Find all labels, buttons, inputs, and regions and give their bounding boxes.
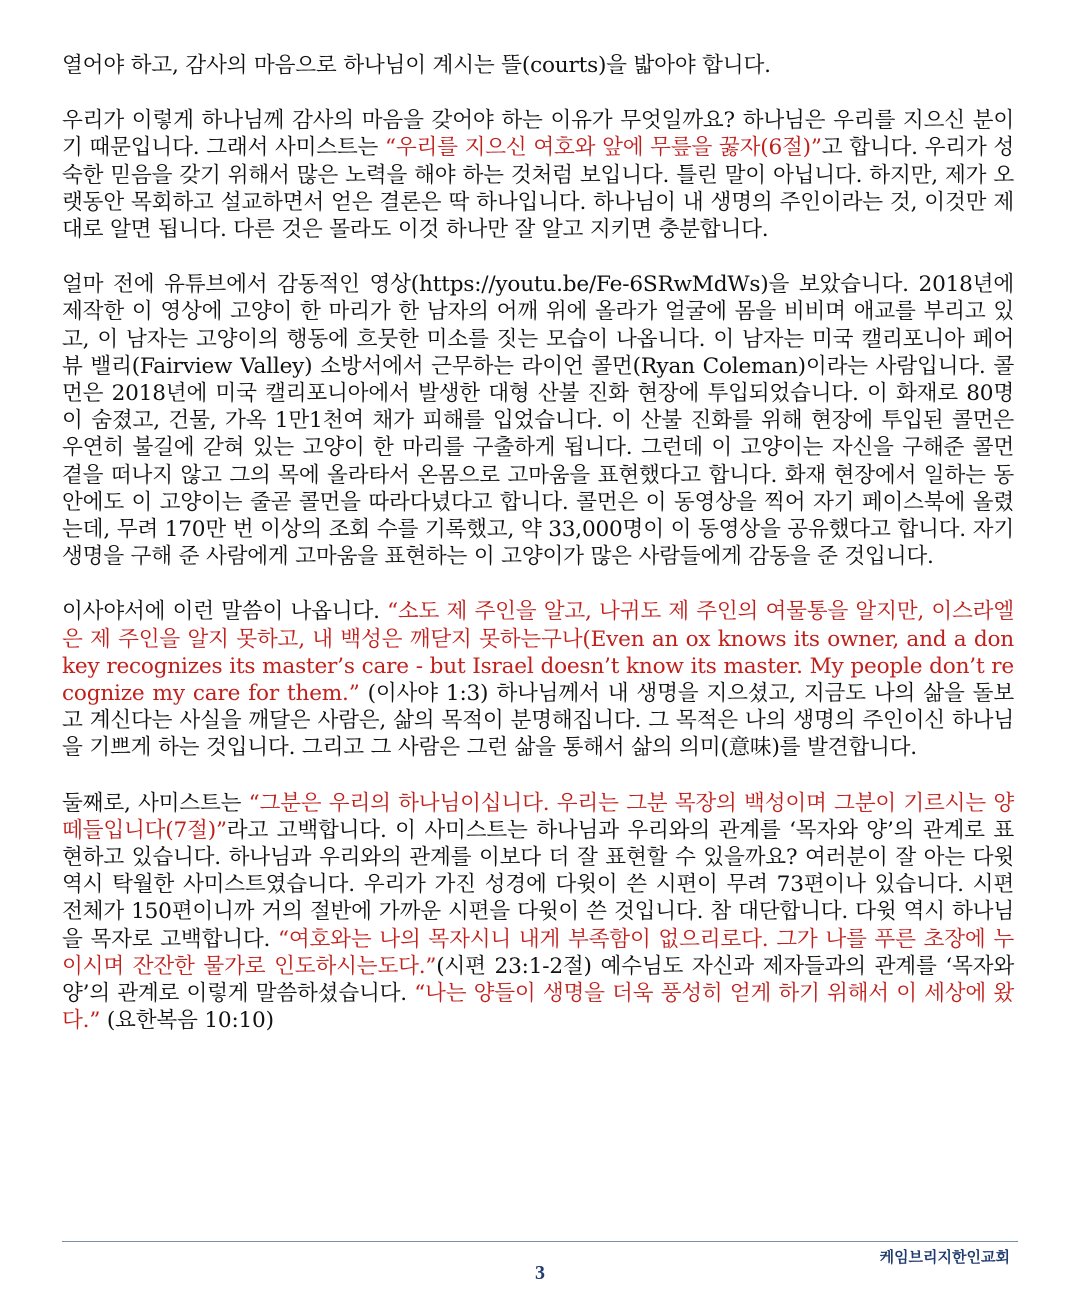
text-segment: (이사야 1:3) 하나님께서 내 생명을 지으셨고, 지금도 나의 삶을 돌보고 계신다는 사실을 깨달은 사람은, 삶의 목적이 분명해집니다. 그 목적은 나의 생명의 주인이신 하나님을 기쁘게 하는 것입니다. 그리고 그 사람은 그런 삶을 통해서 삶의 의미(意味)를 발견합니다. (62, 681, 1014, 761)
text-segment: (요한복음 10:10) (100, 1008, 274, 1034)
paragraph-1 (62, 52, 1014, 79)
scripture-quote-highlight: “여호와는 나의 목자시니 내게 부족함이 없으리로다. 그가 나를 푸른 초장에 누이시며 잔잔한 물가로 인도하시는도다.” (62, 926, 1015, 979)
page-number: 3 (535, 1262, 545, 1284)
church-name: 케임브리지한인교회 (879, 1248, 1010, 1266)
scripture-quote-highlight: “나는 양들이 생명을 더욱 풍성히 얻게 하기 위해서 이 세상에 왔다.” (62, 981, 1014, 1034)
text-segment: 고 합니다. 우리가 성숙한 믿음을 갖기 위해서 많은 노력을 해야 하는 것처럼 보입니다. 틀린 말이 아닙니다. 하지만, 제가 오랫동안 목회하고 설교하면서 얻은 결론은 딱 하나입니다. 하나님이 내 생명의 주인이라는 것, 이것만 제대로 알면 됩니다. 다른 것은 몰라도 이것 하나만 잘 알고 지키면 충분합니다. (62, 135, 1015, 243)
text-segment: 이사야서에 이런 말씀이 나옵니다. (62, 599, 388, 625)
paragraph-5 (62, 790, 1014, 1035)
paragraph-2 (62, 107, 1014, 243)
text-segment: 열어야 하고, 감사의 마음으로 하나님이 계시는 뜰(courts)을 밟아야 합니다. (62, 53, 771, 78)
text-segment: (시편 23:1-2절) 예수님도 자신과 제자들과의 관계를 ‘목자와 양’의 관계로 이렇게 말씀하셨습니다. (62, 953, 1014, 1007)
text-segment: 라고 고백합니다. 이 사미스트는 하나님과 우리와의 관계를 ‘목자와 양’의 관계로 표현하고 있습니다. 하나님과 우리와의 관계를 이보다 더 잘 표현할 수 있을까요? 여러분이 잘 아는 다윗 역시 탁월한 사미스트였습니다. 우리가 가진 성경에 다윗이 쓴 시편이 무려 73편이나 있습니다. 시편 전체가 150편이니까 거의 절반에 가까운 시편을 다윗이 쓴 것입니다. 참 대단합니다. 다윗 역시 하나님을 목자로 고백합니다. (62, 817, 1014, 952)
paragraph-4 (62, 598, 1014, 761)
scripture-quote-highlight: “그분은 우리의 하나님이십니다. 우리는 그분 목장의 백성이며 그분이 기르시는 양 떼들입니다(7절)” (62, 790, 1014, 843)
text-segment: 둘째로, 사미스트는 (62, 790, 249, 816)
text-segment: 얼마 전에 유튜브에서 감동적인 영상(https://youtu.be/Fe-6SRwMdWs)을 보았습니다. 2018년에 제작한 이 영상에 고양이 한 마리가 한 남자의 어깨 위에 올라가 얼굴에 몸을 비비며 애교를 부리고 있고, 이 남자는 고양이의 행동에 흐뭇한 미소를 짓는 모습이 나옵니다. 이 남자는 미국 캘리포니아 페어뷰 밸리(Fairview Valley) 소방서에서 근무하는 라이언 콜먼(Ryan Coleman)이라는 사람입니다. 콜먼은 2018년에 미국 캘리포니아에서 발생한 대형 산불 진화 현장에 투입되었습니다. 이 화재로 80명이 숨졌고, 건물, 가옥 1만1천여 채가 피해를 입었습니다. 이 산불 진화를 위해 현장에 투입된 콜먼은 우연히 불길에 갇혀 있는 고양이 한 마리를 구출하게 됩니다. 그런데 이 고양이는 자신을 구해준 콜먼 곁을 떠나지 않고 그의 목에 올라타서 온몸으로 고마움을 표현했다고 합니다. 화재 현장에서 일하는 동안에도 이 고양이는 줄곧 콜먼을 따라다녔다고 합니다. 콜먼은 이 동영상을 찍어 자기 페이스북에 올렸는데, 무려 170만 번 이상의 조회 수를 기록했고, 약 33,000명이 이 동영상을 공유했다고 합니다. 자기 생명을 구해 준 사람에게 고마움을 표현하는 이 고양이가 많은 사람들에게 감동을 준 것입니다. (62, 272, 1014, 570)
paragraph-3 (62, 271, 1014, 570)
text-segment: 우리가 이렇게 하나님께 감사의 마음을 갖어야 하는 이유가 무엇일까요? 하나님은 우리를 지으신 분이기 때문입니다. 그래서 사미스트는 (62, 108, 1014, 161)
scripture-quote-highlight: “우리를 지으신 여호와 앞에 무릎을 꿇자(6절)” (385, 135, 822, 161)
document-body (62, 52, 1014, 1063)
footer-divider (62, 1241, 1018, 1242)
scripture-quote-highlight: “소도 제 주인을 알고, 나귀도 제 주인의 여물통을 알지만, 이스라엘은 제 주인을 알지 못하고, 내 백성은 깨닫지 못하는구나(Even an ox knows its owner, and a donkey recognizes its master’s care - but Israel doesn’t know its master. My people don’t recognize my care for them.” (62, 599, 1014, 707)
